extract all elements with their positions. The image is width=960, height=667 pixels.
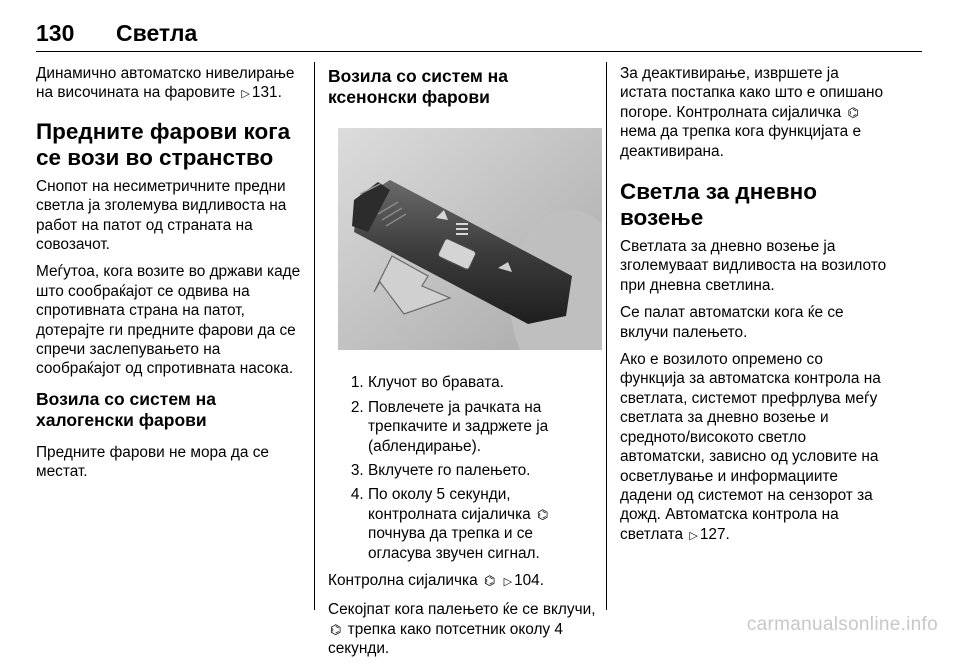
- column-divider-2: [606, 62, 607, 610]
- list-item: 1. Клучот во бравата.: [368, 373, 596, 392]
- ref-arrow-icon: ▷: [689, 529, 698, 542]
- control-lamp-icon: ⌬: [483, 573, 496, 589]
- watermark: carmanualsonline.info: [746, 614, 938, 635]
- paragraph-halogen: Предните фарови не мора да се местат.: [36, 443, 269, 481]
- column-divider-1: [314, 62, 315, 610]
- steps-list: [328, 373, 596, 563]
- ref-arrow-icon: ▷: [503, 576, 513, 589]
- page-number: 130: [36, 20, 75, 46]
- paragraph-reminder: Секојпат кога палењето ќе се вклучи, ⌬ трепка како потсетник околу 4 секунди.: [328, 601, 596, 658]
- control-lamp-icon: ⌬: [847, 104, 859, 120]
- column-1: [36, 64, 302, 490]
- page-ref-link-131[interactable]: 131.: [251, 84, 282, 102]
- column-2: [328, 64, 596, 667]
- page-header: [36, 20, 197, 52]
- paragraph-asymmetric-beam: Снопот на несиметричните предни светла ја зголемува видливоста на работ на патот од страната на совозачот.: [36, 177, 287, 254]
- control-lamp-icon: ⌬: [330, 621, 342, 637]
- page-ref-link-104[interactable]: 104.: [514, 572, 545, 590]
- paragraph-drl-visibility: Светлата за дневно возење ја зголемуваат видливоста на возилото при дневна светлина.: [620, 238, 887, 294]
- paragraph-control-lamp-ref: Контролна сијаличка ⌬ ▷ 104.: [328, 572, 545, 590]
- paragraph-auto-light-control: Ако е возилото опремено со функција за автоматска контрола на светлата, системот префрлува меѓу светлата за дневно возење и средното/високото светло автоматски, зависно од условите на осветлување и информациите дадени од системот на сензорот за дожд. Автоматска контрола на светлата ▷ 127.: [620, 351, 881, 543]
- page-ref-link-127[interactable]: 127.: [699, 525, 730, 543]
- section-heading-daytime-lights: Светла за дневно возење: [620, 179, 817, 231]
- list-item: 4. По околу 5 секунди, контролната сијаличка ⌬ почнува да трепка и се огласува звучен сигнал.: [368, 485, 596, 563]
- chapter-title: Светла: [116, 20, 198, 46]
- section-heading-abroad: Предните фарови кога се вози во странство: [36, 118, 291, 170]
- paragraph-adjust-headlights: Меѓутоа, кога возите во држави каде што сообраќајот се одвива на спротивната страна на патот, дотерајте ги предните фарови да се спречи заслепувањето на сообраќајот од спротивната насока.: [36, 263, 301, 378]
- list-item: 3. Вклучете го палењето.: [368, 461, 596, 480]
- intro-paragraph: Динамично автоматско нивелирање на височината на фаровите ▷ 131.: [36, 65, 295, 102]
- control-lamp-icon: ⌬: [537, 506, 549, 522]
- turn-signal-lever-illustration: [338, 128, 602, 350]
- header-rule: [36, 51, 922, 52]
- ref-arrow-icon: ▷: [241, 88, 250, 101]
- paragraph-drl-auto-on: Се палат автоматски кога ќе се вклучи палењето.: [620, 304, 844, 341]
- list-item: 2. Повлечете ја рачката на трепкачите и задржете ја (аблендирање).: [368, 398, 596, 456]
- subheading-halogen: Возила со систем на халогенски фарови: [36, 388, 216, 430]
- column-3: [620, 64, 888, 554]
- paragraph-deactivation: За деактивирање, извршете ја истата постапка како што е опишано погоре. Контролната сијаличка ⌬ нема да трепка кога функцијата е деактивирана.: [620, 65, 884, 160]
- subheading-xenon: Возила со систем на ксенонски фарови: [328, 66, 508, 107]
